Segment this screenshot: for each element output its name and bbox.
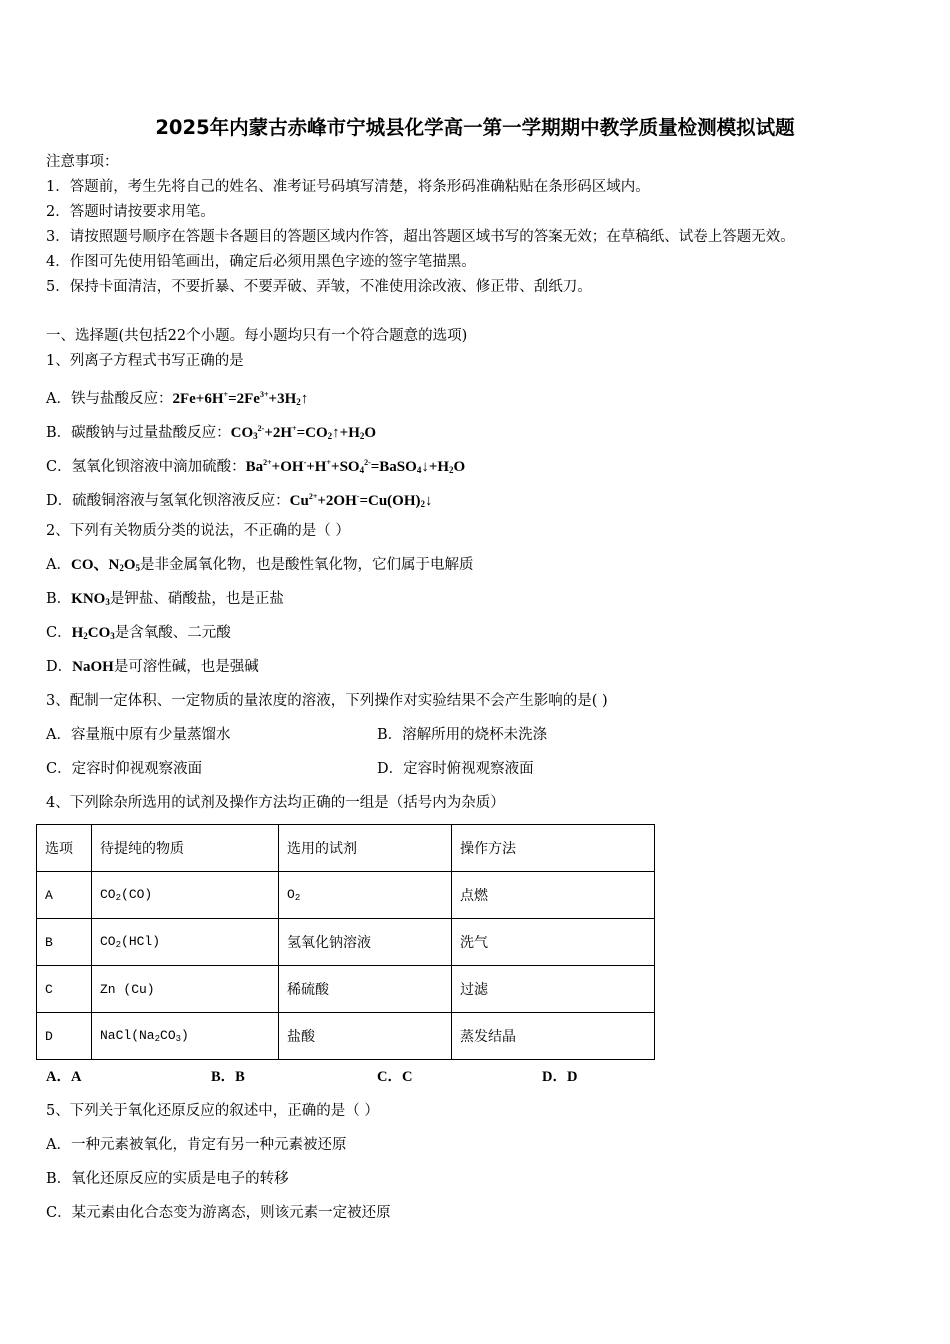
table-row	[37, 872, 655, 919]
method-cell: 蒸发结晶	[452, 1013, 655, 1060]
q5-stem: 5、下列关于氧化还原反应的叙述中，正确的是（ ）	[46, 1103, 379, 1119]
q2-stem: 2、下列有关物质分类的说法，不正确的是（ ）	[46, 523, 350, 539]
q1-stem: 1、列离子方程式书写正确的是	[46, 353, 244, 369]
page-title: 2025年内蒙古赤峰市宁城县化学高一第一学期期中教学质量检测模拟试题	[155, 116, 795, 139]
reagent-cell: 稀硫酸	[279, 966, 452, 1013]
notice-item-3: 3．请按照题号顺序在答题卡各题目的答题区域内作答，超出答题区域书写的答案无效；在草稿纸、试卷上答题无效。	[46, 229, 795, 245]
q4-answer-b: B．B	[211, 1069, 245, 1085]
q2-option-b: B．$KNO_3$是钾盐、硝酸盐，也是正盐	[46, 591, 284, 607]
q4-table	[36, 824, 655, 1060]
q3-option-b: B．溶解所用的烧杯未洗涤	[377, 727, 548, 743]
notice-item-4: 4．作图可先使用铅笔画出，确定后必须用黑色字迹的签字笔描黑。	[46, 254, 476, 270]
q3-option-c: C．定容时仰视观察液面	[46, 761, 203, 777]
header-cell: 操作方法	[452, 825, 655, 872]
table-header-row	[37, 825, 655, 872]
q1-option-a: A．铁与盐酸反应：$2Fe+6H^+=2Fe^{3+}+3H_2↑$	[46, 390, 309, 407]
q4-answer-c: C．C	[377, 1069, 413, 1085]
option-cell: D	[37, 1013, 92, 1060]
q5-option-a: A．一种元素被氧化，肯定有另一种元素被还原	[46, 1137, 347, 1153]
method-cell: 洗气	[452, 919, 655, 966]
q5-option-c: C．某元素由化合态变为游离态，则该元素一定被还原	[46, 1205, 391, 1221]
notice-item-2: 2．答题时请按要求用笔。	[46, 204, 215, 220]
notice-item-5: 5．保持卡面清洁，不要折暴、不要弄破、弄皱，不准使用涂改液、修正带、刮纸刀。	[46, 279, 592, 295]
reagent-cell: 盐酸	[279, 1013, 452, 1060]
q2-option-a: A．CO、$N_2O_5$是非金属氧化物，也是酸性氧化物，它们属于电解质	[46, 557, 474, 573]
substance-cell: Zn (Cu)	[92, 966, 279, 1013]
q1-option-b: B．碳酸钠与过量盐酸反应：$CO_3^{2-}+2H^+=CO_2↑+H_2O$	[46, 424, 377, 441]
q2-option-c: C．$H_2CO_3$是含氧酸、二元酸	[46, 625, 231, 641]
q4-answer-d: D．D	[542, 1069, 578, 1085]
substance-cell: CO2(HCl)	[92, 919, 279, 966]
header-cell: 待提纯的物质	[92, 825, 279, 872]
q4-stem: 4、下列除杂所选用的试剂及操作方法均正确的一组是（括号内为杂质）	[46, 795, 505, 811]
method-cell: 点燃	[452, 872, 655, 919]
reagent-cell: O2	[279, 872, 452, 919]
notice-heading: 注意事项：	[46, 154, 119, 170]
reagent-cell: 氢氧化钠溶液	[279, 919, 452, 966]
option-cell: B	[37, 919, 92, 966]
q2-option-d: D．NaOH是可溶性碱，也是强碱	[46, 659, 259, 675]
table-row	[37, 966, 655, 1013]
table-row	[37, 919, 655, 966]
substance-cell: NaCl(Na2CO3)	[92, 1013, 279, 1060]
option-cell: A	[37, 872, 92, 919]
q3-option-d: D．定容时俯视观察液面	[377, 761, 534, 777]
notice-item-1: 1．答题前，考生先将自己的姓名、准考证号码填写清楚，将条形码准确粘贴在条形码区域内。	[46, 179, 650, 195]
table-row	[37, 1013, 655, 1060]
q4-answer-a: A．A	[46, 1069, 82, 1085]
header-cell: 选项	[37, 825, 92, 872]
option-cell: C	[37, 966, 92, 1013]
substance-cell: CO2(CO)	[92, 872, 279, 919]
q1-option-d: D．硫酸铜溶液与氢氧化钡溶液反应：$Cu^{2+}+2OH^-=Cu(OH)_2↓$	[46, 492, 433, 509]
method-cell: 过滤	[452, 966, 655, 1013]
header-cell: 选用的试剂	[279, 825, 452, 872]
q3-stem: 3、配制一定体积、一定物质的量浓度的溶液，下列操作对实验结果不会产生影响的是( )	[46, 693, 608, 709]
section-heading: 一、选择题(共包括22个小题。每小题均只有一个符合题意的选项)	[46, 328, 468, 344]
q3-option-a: A．容量瓶中原有少量蒸馏水	[46, 727, 231, 743]
q5-option-b: B．氧化还原反应的实质是电子的转移	[46, 1171, 289, 1187]
q1-option-c: C．氢氧化钡溶液中滴加硫酸：$Ba^{2+}+OH^-+H^++SO_4^{2-}=BaSO_4↓+H_2O$	[46, 458, 466, 475]
